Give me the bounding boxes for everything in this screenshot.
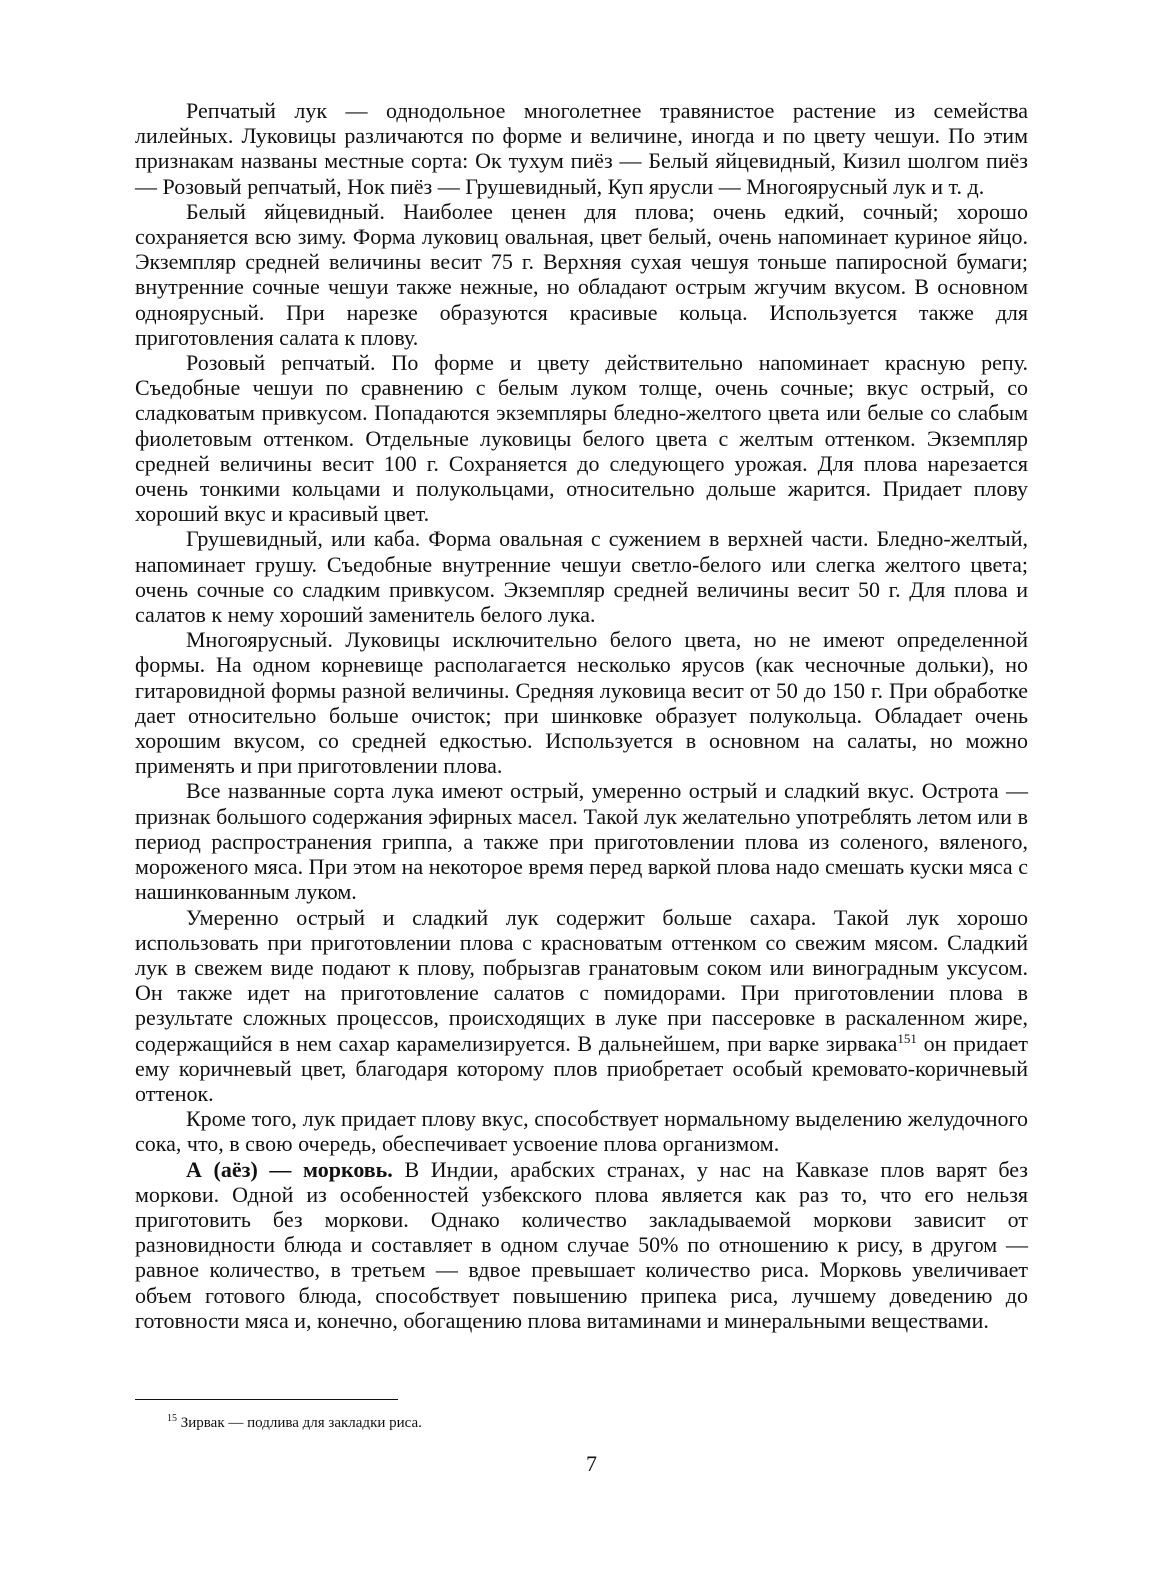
paragraph-onion-intro: Репчатый лук — однодольное многолетнее травянистое растение из семейства лилейных. Луковицы различаются по форме и величине, иногда и по цвету чешуи. По этим признакам названы местные сорта: Ок тухум пиёз — Белый яйцевидный, Кизил шолгом пиёз — Розовый репчатый, Нок пиёз — Грушевидный, Куп ярусли — Многоярусный лук и т. д. (135, 98, 1028, 199)
paragraph-sweet-onion-text-cont: он придает ему коричневый цвет, благодаря которому плов приобретает особый кремовато-коричневый оттенок. (135, 1030, 1028, 1106)
paragraph-pink-onion: Розовый репчатый. По форме и цвету действительно напоминает красную репу. Съедобные чешуи по сравнению с белым луком толще, очень сочные; вкус острый, со сладковатым привкусом. Попадаются экземпляры бледно-желтого цвета или белые со слабым фиолетовым оттенком. Отдельные луковицы белого цвета с желтым оттенком. Экземпляр средней величины весит 100 г. Сохраняется до следующего урожая. Для плова нарезается очень тонкими кольцами и полукольцами, относительно дольше жарится. Придает плову хороший вкус и красивый цвет. (135, 350, 1028, 527)
footnote (167, 1414, 422, 1432)
paragraph-sweet-onion (135, 905, 1028, 1107)
paragraph-pear-shaped: Грушевидный, или каба. Форма овальная с сужением в верхней части. Бледно-желтый, напоминает грушу. Съедобные внутренние чешуи светло-белого или слегка желтого цвета; очень сочные со сладким привкусом. Экземпляр средней величины весит 50 г. Для плова и салатов к нему хороший заменитель белого лука. (135, 526, 1028, 628)
page-number: 7 (586, 1451, 597, 1476)
footnote-text: Зирвак — подлива для закладки риса. (177, 1415, 422, 1431)
footnote-divider (135, 1399, 398, 1400)
footnote-number: 15 (167, 1413, 177, 1424)
paragraph-white-oval: Белый яйцевидный. Наиболее ценен для плова; очень едкий, сочный; хорошо сохраняется всю зиму. Форма луковиц овальная, цвет белый, очень напоминает куриное яйцо. Экземпляр средней величины весит 75 г. Верхняя сухая чешуя тоньше папиросной бумаги; внутренние сочные чешуи также нежные, но обладают острым жгучим вкусом. В основном одноярусный. При нарезке образуются красивые кольца. Используется также для приготовления салата к плову. (135, 198, 1028, 350)
paragraph-carrot-text: В Индии, арабских странах, у нас на Кавказе плов варят без моркови. Одной из особенностей узбекского плова является как раз то, что его нельзя приготовить без моркови. Однако количество закладываемой моркови зависит от разновидности блюда и составляет в одном случае 50% по отношению к рису, в другом — равное количество, в третьем — вдвое превышает количество риса. Морковь увеличивает объем готового блюда, способствует повышению припека риса, лучшему доведению до готовности мяса и, конечно, обогащению плова витаминами и минеральными веществами. (135, 1156, 1028, 1333)
paragraph-onion-taste: Все названные сорта лука имеют острый, умеренно острый и сладкий вкус. Острота — признак большого содержания эфирных масел. Такой лук желательно употреблять летом или в период распространения гриппа, а также при приготовлении плова из соленого, вяленого, мороженого мяса. При этом на некоторое время перед варкой плова надо смешать куски мяса с нашинкованным луком. (135, 778, 1028, 905)
paragraph-carrot (135, 1157, 1028, 1333)
paragraph-onion-digestion: Кроме того, лук придает плову вкус, способствует нормальному выделению желудочного сока, что, в свою очередь, обеспечивает усвоение плова организмом. (135, 1106, 1028, 1157)
page-body (135, 98, 1028, 1333)
paragraph-sweet-onion-text: Умеренно острый и сладкий лук содержит больше сахара. Такой лук хорошо использовать при приготовлении плова с красноватым оттенком со свежим мясом. Сладкий лук в свежем виде подают к плову, побрызгав гранатовым соком или виноградным уксусом. Он также идет на приготовление салатов с помидорами. При приготовлении плова в результате сложных процессов, происходящих в луке при пассеровке в раскаленном жире, содержащийся в нем сахар карамелизируется. В дальнейшем, при варке зирвака (135, 904, 1028, 1056)
footnote-reference[interactable]: 151 (897, 1030, 917, 1046)
paragraph-multi-tier: Многоярусный. Луковицы исключительно белого цвета, но не имеют определенной формы. На одном корневище располагается несколько ярусов (как чесночные дольки), но гитаровидной формы разной величины. Средняя луковица весит от 50 до 150 г. При обработке дает относительно больше очисток; при шинковке образует полукольца. Обладает очень хорошим вкусом, со средней едкостью. Используется в основном на салаты, но можно применять и при приготовлении плова. (135, 627, 1028, 779)
carrot-heading: А (аёз) — морковь. (186, 1156, 393, 1182)
